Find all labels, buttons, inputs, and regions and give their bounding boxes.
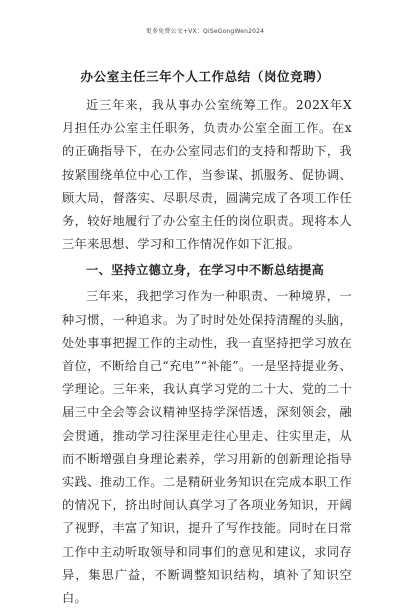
section-heading: 一、坚持立德立身，在学习中不断总结提高 — [86, 263, 325, 278]
section-paragraph: 三年来，我把学习作为一种职责、一种境界，一种习惯，一种追求。为了时时处处保持清醒的头脑，处处事事把握工作的主动性，我一直坚持把学习放在首位，不断给自己“充电”“补能”。一是坚持提业务、学理论。三年来，我认真学习党的二十大、党的二十届三中全会等会议精神坚持学深悟透，深刻领会，融会贯通，推动学习往深里走往心里走、往实里走，从而不断增强自身理论素养，学习用新的创新理论指导实践、推动工作。二是精研业务知识在完成本职工作的情况下，挤出时间认真学习了各项业务知识，开阔了视野，丰富了知识，提升了写作技能。同时在日常工作中主动听取领导和同事们的意见和建议，求同存异，集思广益，不断调整知识结构，填补了知识空白。 — [62, 289, 352, 606]
document-body — [62, 94, 352, 610]
intro-paragraph: 近三年来，我从事办公室统筹工作。202X年X月担任办公室主任职务，负责办公室全面工作。在x的正确指导下，在办公室同志们的支持和帮助下，我按紧围绕单位中心工作，当参谋、抓服务、促协调、顾大局，督落实、尽职尽责，圆满完成了各项工作任务，较好地履行了办公室主任的岗位职责。现将本人三年来思想、学习和工作情况作如下汇报。 — [62, 98, 352, 252]
document-title: 办公室主任三年个人工作总结（岗位竞聘） — [80, 69, 330, 84]
page-header-watermark: 更多免费公文+VX：QiSeGongWen2024 — [145, 28, 265, 35]
